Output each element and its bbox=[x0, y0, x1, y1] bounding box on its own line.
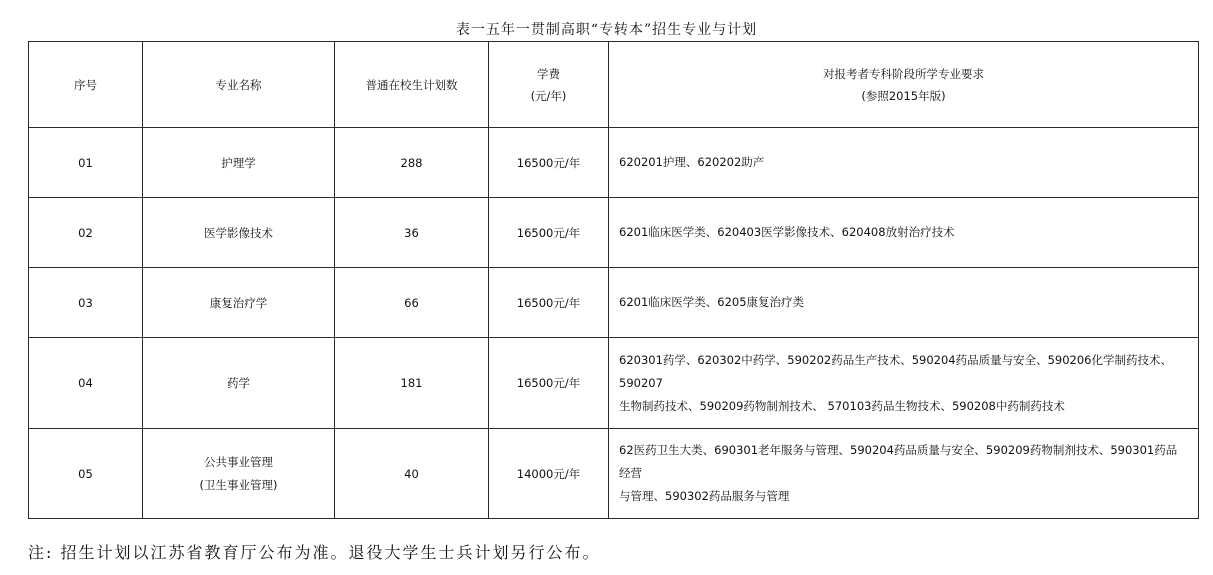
cell-requirements: 6201临床医学类、6205康复治疗类 bbox=[609, 268, 1199, 338]
cell-plan: 36 bbox=[335, 198, 489, 268]
cell-fee: 14000元/年 bbox=[489, 429, 609, 519]
enrollment-plan-table bbox=[28, 41, 1199, 519]
requirements-line-2: 生物制药技术、590209药物制剂技术、 570103药品生物技术、590208中药制药技术 bbox=[619, 398, 1065, 413]
requirements-line-2: 与管理、590302药品服务与管理 bbox=[619, 489, 790, 503]
header-seq: 序号 bbox=[29, 42, 143, 128]
table-row bbox=[29, 268, 1199, 338]
header-requirements-label: 对报考者专科阶段所学专业要求 bbox=[823, 66, 984, 81]
requirements-line-1: 62医药卫生大类、690301老年服务与管理、590204药品质量与安全、590209药物制剂技术、590301药品经营 bbox=[619, 443, 1178, 480]
header-requirements bbox=[609, 42, 1199, 128]
table-row bbox=[29, 338, 1199, 429]
major-name: 公共事业管理 bbox=[204, 454, 273, 469]
cell-requirements: 6201临床医学类、620403医学影像技术、620408放射治疗技术 bbox=[609, 198, 1199, 268]
requirements-line-1: 620301药学、620302中药学、590202药品生产技术、590204药品质量与安全、590206化学制药技术、590207 bbox=[619, 352, 1172, 390]
cell-seq: 05 bbox=[29, 429, 143, 519]
table-row bbox=[29, 429, 1199, 519]
cell-major: 护理学 bbox=[143, 128, 335, 198]
cell-major: 药学 bbox=[143, 338, 335, 429]
header-fee bbox=[489, 42, 609, 128]
cell-plan: 181 bbox=[335, 338, 489, 429]
cell-requirements bbox=[609, 429, 1199, 519]
header-plan: 普通在校生计划数 bbox=[335, 42, 489, 128]
cell-fee: 16500元/年 bbox=[489, 338, 609, 429]
footnote: 注: 招生计划以江苏省教育厅公布为准。退役大学生士兵计划另行公布。 bbox=[28, 543, 601, 562]
cell-requirements bbox=[609, 338, 1199, 429]
major-subname: (卫生事业管理) bbox=[199, 477, 278, 492]
header-requirements-note: (参照2015年版) bbox=[861, 88, 946, 103]
cell-seq: 04 bbox=[29, 338, 143, 429]
table-header-row bbox=[29, 42, 1199, 128]
cell-major bbox=[143, 429, 335, 519]
cell-fee: 16500元/年 bbox=[489, 128, 609, 198]
cell-major: 康复治疗学 bbox=[143, 268, 335, 338]
cell-major: 医学影像技术 bbox=[143, 198, 335, 268]
cell-plan: 66 bbox=[335, 268, 489, 338]
cell-plan: 40 bbox=[335, 429, 489, 519]
cell-fee: 16500元/年 bbox=[489, 268, 609, 338]
header-major: 专业名称 bbox=[143, 42, 335, 128]
header-fee-unit: (元/年) bbox=[530, 88, 567, 103]
cell-plan: 288 bbox=[335, 128, 489, 198]
header-fee-label: 学费 bbox=[537, 66, 560, 81]
table-row bbox=[29, 128, 1199, 198]
page-title: 表一五年一贯制高职“专转本”招生专业与计划 bbox=[455, 22, 758, 38]
cell-fee: 16500元/年 bbox=[489, 198, 609, 268]
cell-requirements: 620201护理、620202助产 bbox=[609, 128, 1199, 198]
cell-seq: 03 bbox=[29, 268, 143, 338]
cell-seq: 01 bbox=[29, 128, 143, 198]
table-row bbox=[29, 198, 1199, 268]
cell-seq: 02 bbox=[29, 198, 143, 268]
